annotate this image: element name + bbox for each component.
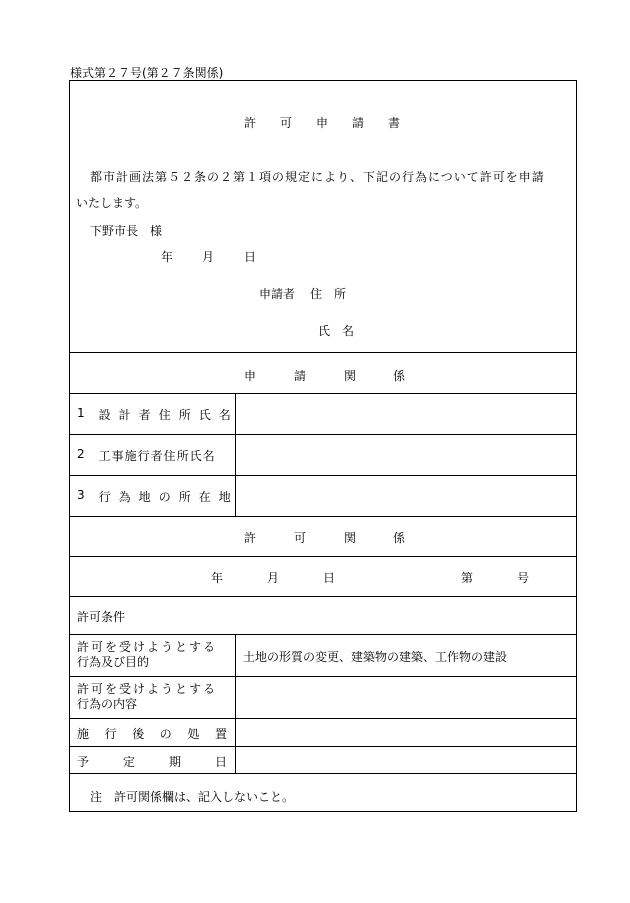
label-char: 後 [132,727,145,741]
act-purpose-row [70,634,576,676]
section-header-char: 係 [393,369,406,383]
site-location-label [77,488,231,505]
section-header-char: 請 [294,369,307,383]
label-char: 予 [77,755,90,769]
permit-application-form [69,80,577,812]
designer-value-field[interactable] [235,393,576,434]
address-label: 住 所 [310,287,347,301]
date-day-label: 日 [244,250,257,264]
title-char: 請 [352,116,365,130]
permit-day-label: 日 [323,571,336,585]
body-text-line1: 都市計画法第５２条の２第１項の規定により、下記の行為について許可を申請 [90,170,545,184]
permit-conditions-label: 許可条件 [77,610,126,624]
title-char: 申 [316,116,329,130]
form-title [70,114,576,130]
label-char: 地 [218,490,231,504]
label-line: 許可を受けようとする [77,640,218,654]
label-char: 設 [98,408,111,422]
date-month-label: 月 [202,250,215,264]
label-char: 所 [178,490,191,504]
label-char: 置 [214,727,227,741]
permit-number-prefix: 第 [461,571,474,585]
title-char: 可 [280,116,293,130]
contractor-label [77,447,216,464]
row-number: 1 [77,406,85,420]
label-text: 工事施行者住所氏名 [98,449,216,463]
name-label: 氏 名 [318,324,355,338]
contractor-row [70,434,576,475]
act-purpose-label [77,640,232,670]
permit-month-label: 月 [267,571,280,585]
label-char: 地 [138,490,151,504]
section-header-char: 関 [344,531,357,545]
designer-label [77,406,231,423]
designer-row [70,393,576,434]
act-content-label [77,682,232,712]
label-char: 期 [168,755,181,769]
label-char: 者 [138,408,151,422]
label-char: 計 [118,408,131,422]
row-number: 2 [77,447,85,461]
note-text: 注 許可関係欄は、記入しないこと。 [90,790,295,804]
section-header-char: 申 [244,369,257,383]
row-number: 3 [77,488,85,502]
date-year-label: 年 [161,250,174,264]
act-purpose-value[interactable]: 土地の形質の変更、建築物の建築、工作物の建設 [243,650,508,664]
divider [70,773,576,774]
label-char: 所 [178,408,191,422]
contractor-value-field[interactable] [235,434,576,475]
divider [70,596,576,597]
label-char: 氏 [198,408,211,422]
form-number: 様式第２７号(第２７条関係) [70,66,224,80]
scheduled-date-row [70,746,576,773]
scheduled-date-value-field[interactable] [235,746,576,773]
label-line: 行為及び目的 [77,655,150,669]
label-char: の [158,490,171,504]
post-measures-value-field[interactable] [235,718,576,746]
label-char: 定 [122,755,135,769]
title-char: 書 [388,116,401,130]
divider [70,516,576,517]
label-char: 施 [77,727,90,741]
section-header-char: 可 [294,531,307,545]
label-char: 行 [98,490,111,504]
label-char: 住 [158,408,171,422]
permit-number-suffix: 号 [517,571,530,585]
post-measures-label [77,725,227,742]
label-line: 行為の内容 [77,697,138,711]
section-header-char: 関 [344,369,357,383]
post-measures-row [70,718,576,746]
addressee: 下野市長 様 [90,224,163,238]
divider [70,352,576,353]
label-char: 処 [187,727,200,741]
divider [70,556,576,557]
label-char: 為 [118,490,131,504]
label-char: の [159,727,172,741]
label-line: 許可を受けようとする [77,682,218,696]
permit-year-label: 年 [211,571,224,585]
title-char: 許 [244,116,257,130]
act-content-value-field[interactable] [235,676,576,718]
label-char: 日 [214,755,227,769]
applicant-label: 申請者 [259,287,296,301]
body-text-line2: いたします。 [76,196,148,210]
act-content-row [70,676,576,718]
site-location-value-field[interactable] [235,475,576,516]
scheduled-date-label [77,753,227,770]
label-char: 名 [218,408,231,422]
section-header-char: 許 [244,531,257,545]
column-divider [235,393,236,516]
column-divider [235,634,236,773]
label-char: 行 [104,727,117,741]
label-char: 在 [198,490,211,504]
section-header-char: 係 [393,531,406,545]
site-location-row [70,475,576,516]
